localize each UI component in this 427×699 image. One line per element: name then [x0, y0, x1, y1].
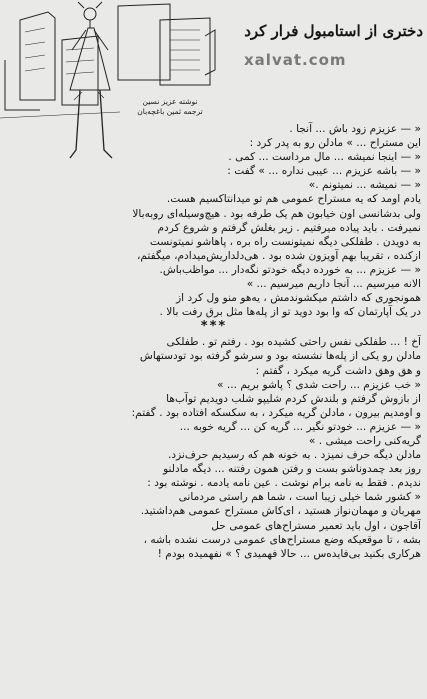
text-line: و اومدیم بیرون ، مادلن گریه میکرد ، به سکسکه افتاده بود . گفتم: — [131, 406, 421, 419]
text-line: « — باشه عزیزم ... عیبی نداره ... » گفت : — [227, 165, 421, 178]
article-body — [7, 122, 421, 561]
text-line: روز بعد چمدوناشو بست و رفتن همون رفتنه ... دیگه مادلنو — [163, 463, 421, 476]
text-line: ندیدم . فقط به نامه برام نوشت . عین نامه یادمه . نوشته بود : — [147, 477, 421, 490]
text-line: الانه میرسیم ... آنجا داریم میرسیم ... » — [246, 278, 421, 291]
text-line: نمیرفت . باید پیاده میرفتیم . زیر بغلش گرفتم و شروع کردم — [157, 221, 421, 234]
text-line: گریه‌کنی راحت میشی . » — [308, 434, 421, 447]
text-line: مادلن رو یکی از پله‌ها نشسته بود و سرشو گرفته بود تودستهاش — [139, 350, 421, 363]
translator-credit: ترجمه ثمین باغچه‌بان — [137, 107, 203, 116]
text-line: به دویدن . طفلکی دیگه نمیتونست راه بره ، پاهاشو نمیتونست — [149, 235, 421, 248]
text-line: یادم اومد که یه مستراح عمومی هم تو میدانتاکسیم هست. — [166, 193, 421, 206]
text-line: بشه ، تا موقعیکه وضع مستراح‌های عمومی درست نشده باشه ، — [143, 533, 421, 546]
text-line: « — عزیزم زود باش ... آنجا . — [289, 123, 421, 135]
text-line: « — اینجا نمیشه ... مال مرداست ... کمی . — [228, 151, 421, 164]
text-line: « — عزیزم ... به خورده دیگه خودتو نگه‌دار ... مواظب‌باش. — [159, 263, 421, 276]
text-line: و هق وهق داشت گریه میکرد ، گفتم : — [255, 364, 421, 377]
text-line: آخ ! ... طفلکی نفس راحتی کشیده بود . رفتم تو . طفلکی — [166, 336, 421, 349]
author-credit: نوشته عزیز نسین — [142, 97, 198, 106]
text-line: ولی بدشانسی اون خیابون هم یک طرفه بود . هیچ‌وسیله‌ای رو‌به‌بالا — [132, 207, 421, 220]
text-line: از بازوش گرفتم و بلندش کردم شلیپو شلب دویدیم تو‌آب‌ها — [166, 392, 421, 405]
text-line: « کشور شما خیلی زیبا است ، شما هم راستی مردمانی — [178, 491, 421, 504]
text-line: همونجوری که داشتم میکشوندمش ، یه‌هو منو ول کرد از — [176, 292, 421, 305]
text-line: « خب عزیزم ... راحت شدی ؟ پاشو بریم ... » — [217, 378, 421, 391]
text-line: این مستراح ... » مادلن رو به پدر کرد : — [249, 137, 421, 150]
section-separator: *** — [200, 319, 228, 335]
byline — [136, 97, 204, 117]
text-line: « — نمیشه ... نمیتونم .» — [308, 179, 421, 192]
text-line: هرکاری بکنید بی‌فایده‌س ... حالا فهمیدی ؟ » نفهمیده بودم ! — [157, 547, 421, 560]
article-title: دختری از استامبول فرار کرد — [244, 22, 423, 40]
text-line: از‌کنده ، تقریبا بهم آویزون شده بود . هی‌دلداریش‌میدادم، میگفتم، — [136, 249, 421, 262]
text-line: مادلن دیگه حرف نمیزد . به خونه هم که رسیدیم حرف‌نزد. — [168, 449, 421, 462]
text-line: « — عزیزم ... خودتو نگیر ... گریه کن ... گریه خوبه ... — [179, 420, 421, 433]
text-line: مهربان و مهمان‌نواز هستید ، ای‌کاش مستراح عمومی هم‌داشتید. — [140, 505, 421, 518]
text-line: آقاجون ، اول باید تعمیر مستراح‌های عمومی حل — [211, 519, 421, 532]
watermark: xalvat.com — [244, 51, 347, 69]
text-line: در یک آپارتمان که وا بود دوید تو از پله‌ها مثل برق رفت بالا . — [159, 306, 421, 319]
